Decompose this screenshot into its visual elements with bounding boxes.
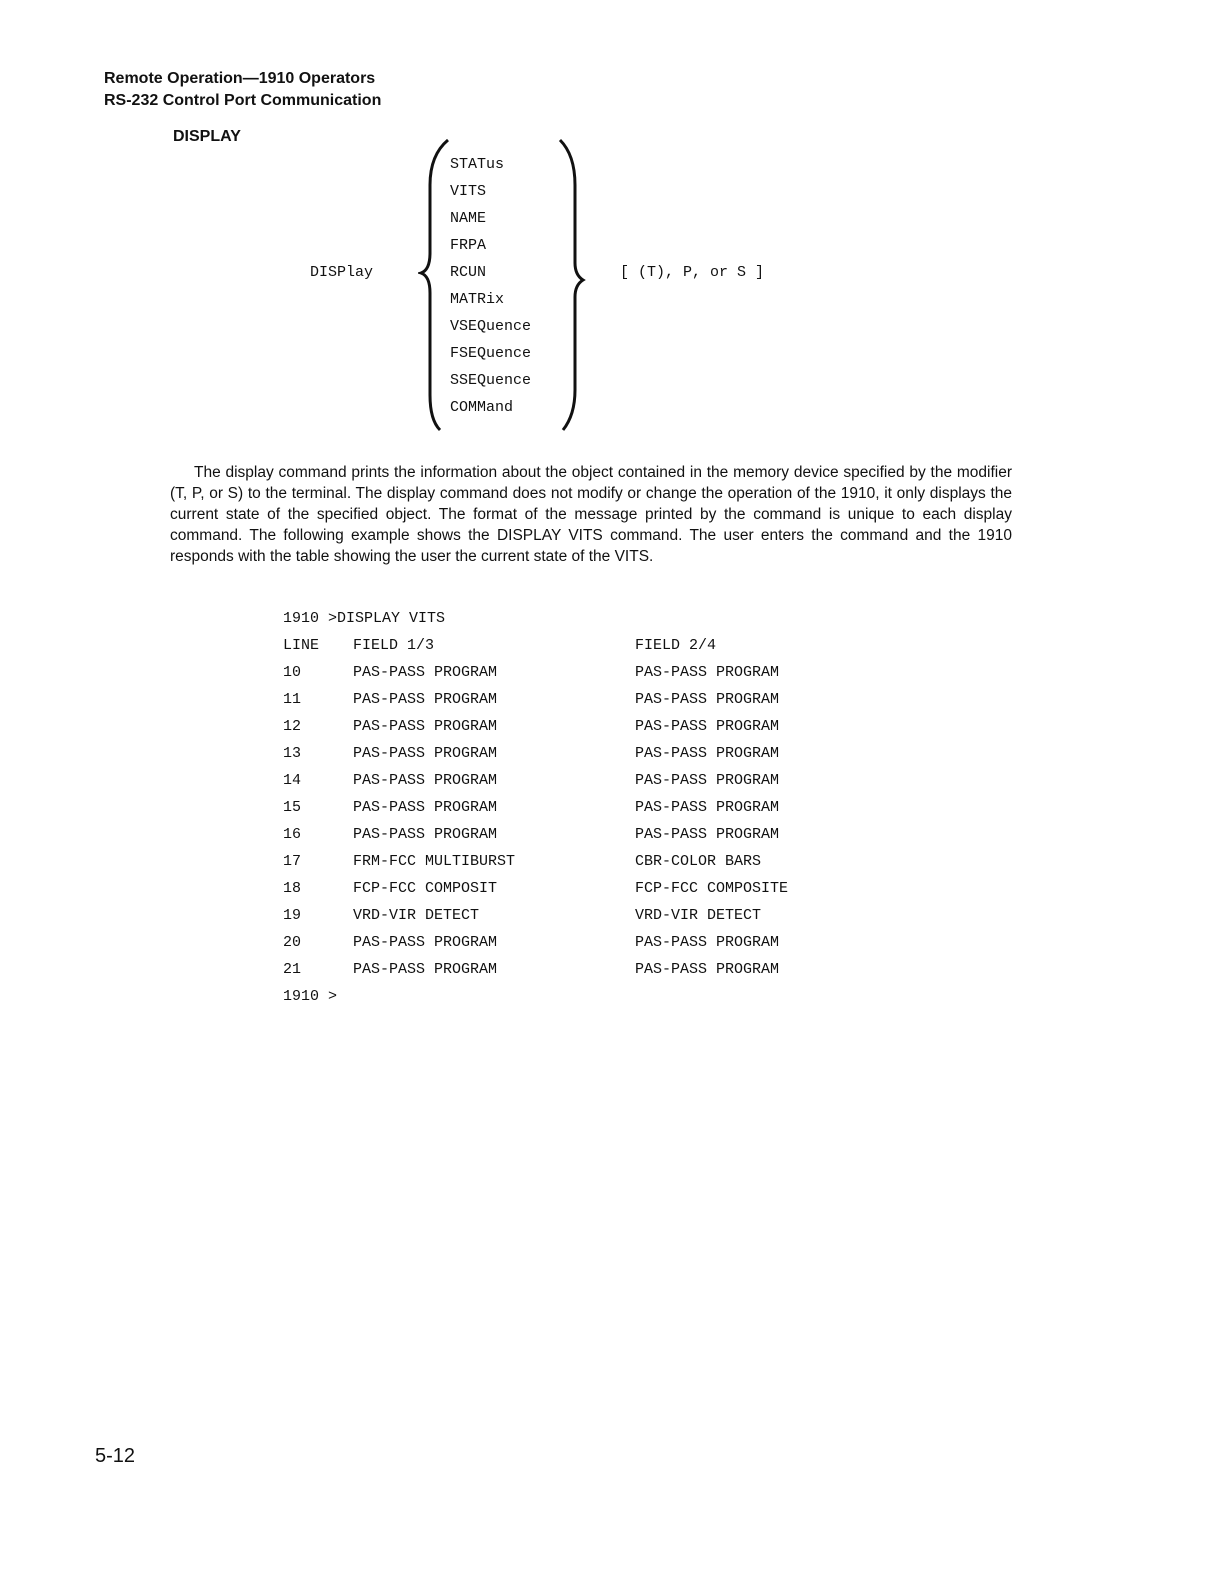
field24-cell: PAS-PASS PROGRAM	[635, 691, 780, 708]
field13-cell: PAS-PASS PROGRAM	[353, 772, 498, 789]
field13-cell: PAS-PASS PROGRAM	[353, 718, 498, 735]
terminal-command: 1910 >DISPLAY VITS	[283, 610, 446, 627]
field13-cell: VRD-VIR DETECT	[353, 907, 480, 924]
field24-cell: VRD-VIR DETECT	[635, 907, 762, 924]
line-cell: 10	[283, 664, 302, 681]
terminal-final-prompt: 1910 >	[283, 988, 338, 1005]
option-item: VSEQuence	[450, 318, 532, 335]
field13-cell: PAS-PASS PROGRAM	[353, 961, 498, 978]
field24-cell: PAS-PASS PROGRAM	[635, 772, 780, 789]
column-header-line: LINE	[283, 637, 320, 654]
option-item: SSEQuence	[450, 372, 532, 389]
line-cell: 14	[283, 772, 302, 789]
option-item: RCUN	[450, 264, 487, 281]
field13-cell: FRM-FCC MULTIBURST	[353, 853, 516, 870]
field24-cell: PAS-PASS PROGRAM	[635, 934, 780, 951]
running-header-title: Remote Operation—1910 Operators	[104, 70, 376, 87]
section-title: DISPLAY	[173, 128, 241, 145]
field24-cell: PAS-PASS PROGRAM	[635, 664, 780, 681]
field24-cell: PAS-PASS PROGRAM	[635, 799, 780, 816]
option-item: COMMand	[450, 399, 514, 416]
field24-cell: PAS-PASS PROGRAM	[635, 826, 780, 843]
line-cell: 17	[283, 853, 302, 870]
option-item: STATus	[450, 156, 505, 173]
syntax-command: DISPlay	[310, 264, 374, 281]
option-item: MATRix	[450, 291, 505, 308]
field13-cell: FCP-FCC COMPOSIT	[353, 880, 498, 897]
line-cell: 13	[283, 745, 302, 762]
line-cell: 12	[283, 718, 302, 735]
option-item: FSEQuence	[450, 345, 532, 362]
field13-cell: PAS-PASS PROGRAM	[353, 691, 498, 708]
running-header-subtitle: RS-232 Control Port Communication	[104, 92, 382, 109]
field13-cell: PAS-PASS PROGRAM	[353, 934, 498, 951]
field13-cell: PAS-PASS PROGRAM	[353, 799, 498, 816]
column-header-field13: FIELD 1/3	[353, 637, 435, 654]
field13-cell: PAS-PASS PROGRAM	[353, 745, 498, 762]
line-cell: 18	[283, 880, 302, 897]
field13-cell: PAS-PASS PROGRAM	[353, 664, 498, 681]
field24-cell: PAS-PASS PROGRAM	[635, 745, 780, 762]
syntax-modifier: [ (T), P, or S ]	[620, 264, 765, 281]
field24-cell: PAS-PASS PROGRAM	[635, 961, 780, 978]
syntax-options	[450, 155, 531, 425]
field24-cell: CBR-COLOR BARS	[635, 853, 762, 870]
line-cell: 11	[283, 691, 302, 708]
field24-cell: FCP-FCC COMPOSITE	[635, 880, 789, 897]
line-cell: 16	[283, 826, 302, 843]
option-item: FRPA	[450, 237, 487, 254]
line-cell: 20	[283, 934, 302, 951]
description-text: The display command prints the information about the object contained in the memory device specified by the modifier (T, P, or S) to the terminal. The display command does not modify or change the operation of the 1910, it only displays the current state of the specified object. The format of the message printed by the command is unique to each display command. The following example shows the DISPLAY VITS command. The user enters the command and the 1910 responds with the table showing the user the current state of the VITS.	[170, 464, 1012, 565]
right-brace-icon	[555, 135, 595, 435]
field13-cell: PAS-PASS PROGRAM	[353, 826, 498, 843]
line-cell: 19	[283, 907, 302, 924]
field24-cell: PAS-PASS PROGRAM	[635, 718, 780, 735]
page-number: 5-12	[95, 1445, 136, 1467]
description-paragraph	[170, 462, 1012, 567]
option-item: NAME	[450, 210, 487, 227]
line-cell: 21	[283, 961, 302, 978]
option-item: VITS	[450, 183, 487, 200]
line-cell: 15	[283, 799, 302, 816]
column-header-field24: FIELD 2/4	[635, 637, 717, 654]
